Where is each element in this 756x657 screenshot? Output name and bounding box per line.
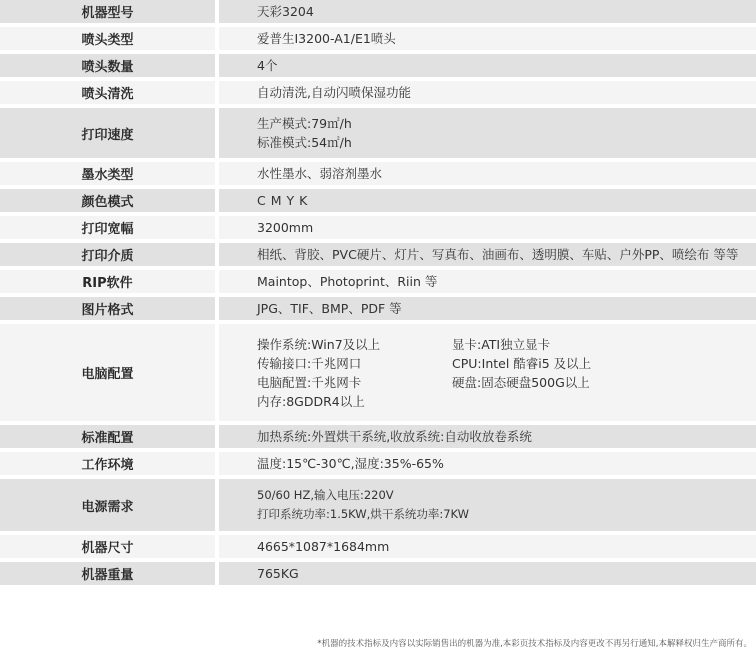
spec-value-line: 50/60 HZ,输入电压:220V (257, 488, 394, 502)
spec-label: 标准配置 (0, 425, 215, 448)
spec-row-machine-size (0, 535, 756, 558)
spec-row-standard-config (0, 425, 756, 448)
spec-value (219, 452, 756, 475)
spec-label: 打印介质 (0, 243, 215, 266)
spec-value-line: 765KG (257, 566, 299, 581)
spec-value (219, 425, 756, 448)
spec-label: RIP软件 (0, 270, 215, 293)
spec-value-line: 硬盘:固态硬盘500G以上 (452, 374, 590, 390)
spec-row-print-width (0, 216, 756, 239)
spec-label: 机器重量 (0, 562, 215, 585)
spec-label: 机器尺寸 (0, 535, 215, 558)
spec-value-line: 水性墨水、弱溶剂墨水 (257, 166, 383, 181)
spec-label: 电源需求 (0, 479, 215, 531)
spec-value-line: CPU:Intel 酷睿i5 及以上 (452, 355, 592, 371)
spec-row-printhead-cleaning (0, 81, 756, 104)
spec-value-line: 爱普生I3200-A1/E1喷头 (257, 31, 396, 46)
spec-value-line: 温度:15℃-30℃,湿度:35%-65% (257, 456, 444, 471)
spec-value-line: 天彩3204 (257, 4, 314, 19)
spec-value (219, 479, 756, 531)
spec-value (219, 0, 756, 23)
spec-value-line: CMYK (257, 193, 313, 208)
spec-label: 喷头数量 (0, 54, 215, 77)
spec-value-line: JPG、TIF、BMP、PDF 等 (257, 301, 402, 316)
spec-value (219, 535, 756, 558)
spec-label: 机器型号 (0, 0, 215, 23)
spec-value-line: 相纸、背胶、PVC硬片、灯片、写真布、油画布、透明膜、车贴、户外PP、喷绘布 等等 (257, 247, 739, 262)
spec-row-ink-type (0, 162, 756, 185)
spec-value-line: 4个 (257, 58, 278, 73)
spec-value (219, 243, 756, 266)
spec-value (219, 189, 756, 212)
spec-value-line: 内存:8GDDR4以上 (257, 393, 365, 409)
spec-value (219, 216, 756, 239)
spec-label: 墨水类型 (0, 162, 215, 185)
spec-value-line: 电脑配置:千兆网卡 (257, 374, 362, 390)
spec-value-line: 加热系统:外置烘干系统,收放系统:自动收放卷系统 (257, 429, 532, 444)
spec-value (219, 162, 756, 185)
footnote: *机器的技术指标及内容以实际销售出的机器为准,本彩页技术指标及内容更改不再另行通知,本解释权归生产商所有。 (317, 639, 752, 649)
spec-value-columns (257, 335, 756, 411)
spec-value-line: 操作系统:Win7及以上 (257, 336, 381, 352)
spec-value-line: 4665*1087*1684mm (257, 539, 390, 554)
spec-row-print-speed (0, 108, 756, 158)
spec-label: 颜色模式 (0, 189, 215, 212)
spec-row-model (0, 0, 756, 23)
spec-label: 喷头清洗 (0, 81, 215, 104)
spec-row-print-media (0, 243, 756, 266)
spec-row-printhead-count (0, 54, 756, 77)
spec-value (219, 562, 756, 585)
spec-label: 打印宽幅 (0, 216, 215, 239)
spec-value-line: 打印系统功率:1.5KW,烘干系统功率:7KW (257, 507, 470, 521)
spec-value-line: 显卡:ATI独立显卡 (452, 336, 551, 352)
spec-label: 喷头类型 (0, 27, 215, 50)
spec-value (219, 297, 756, 320)
spec-label: 电脑配置 (0, 324, 215, 421)
spec-row-computer-config (0, 324, 756, 421)
spec-row-image-format (0, 297, 756, 320)
spec-row-rip-software (0, 270, 756, 293)
spec-value-line: Maintop、Photoprint、Riin 等 (257, 274, 438, 289)
spec-value-column-left (257, 335, 452, 411)
spec-value-line: 自动清洗,自动闪喷保湿功能 (257, 85, 411, 100)
spec-value-line: 3200mm (257, 220, 314, 235)
spec-value-line: 传输接口:千兆网口 (257, 355, 362, 371)
spec-label: 图片格式 (0, 297, 215, 320)
spec-value-column-right (452, 335, 672, 411)
spec-row-machine-weight (0, 562, 756, 585)
spec-label: 打印速度 (0, 108, 215, 158)
spec-value-line: 生产模式:79㎡/h (257, 116, 352, 131)
spec-value (219, 324, 756, 421)
spec-value (219, 54, 756, 77)
spec-row-printhead-type (0, 27, 756, 50)
spec-label: 工作环境 (0, 452, 215, 475)
spec-value (219, 108, 756, 158)
spec-value (219, 270, 756, 293)
spec-value (219, 27, 756, 50)
spec-row-color-mode (0, 189, 756, 212)
spec-row-work-environment (0, 452, 756, 475)
spec-value-line: 标准模式:54㎡/h (257, 135, 352, 150)
spec-value (219, 81, 756, 104)
spec-row-power (0, 479, 756, 531)
